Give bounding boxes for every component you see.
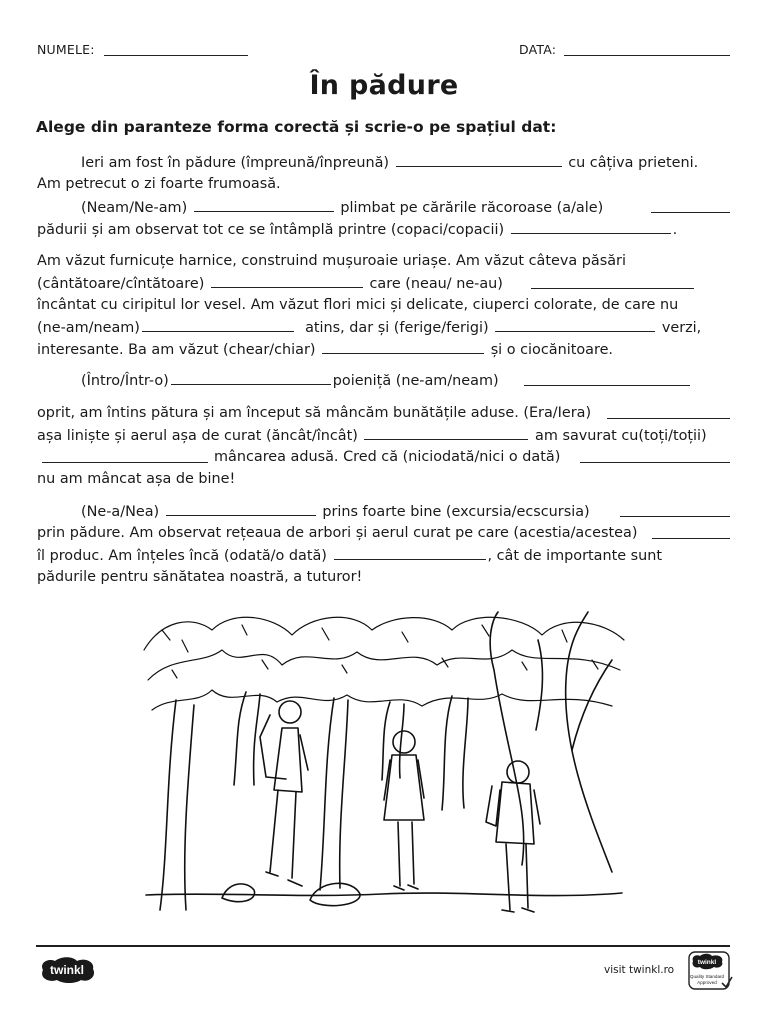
blank-3[interactable]: [651, 212, 730, 213]
tree-trunks: [160, 612, 612, 910]
badge-line-1: Quality Standard: [689, 974, 725, 979]
twinkl-logo[interactable]: [37, 956, 99, 984]
blank-12[interactable]: [607, 418, 730, 419]
blank-1[interactable]: [396, 151, 562, 167]
text-line-3: (Neam/Ne-am) plimbat pe cărările răcoroase (a/ale): [37, 196, 603, 218]
date-field-line[interactable]: [564, 55, 730, 56]
text-line-7: încântat cu ciripitul lor vesel. Am văzut flori mici și delicate, ciuperci colorate, de care nu: [37, 297, 679, 313]
blank-18[interactable]: [652, 538, 730, 539]
blank-6[interactable]: [531, 288, 694, 289]
badge-brand: twinkl: [697, 959, 717, 966]
text-line-15: (Ne-a/Nea) prins foarte bine (excursia/ecscursia): [37, 500, 590, 522]
text-line-14: nu am mâncat așa de bine!: [37, 471, 236, 487]
blank-8[interactable]: [495, 316, 655, 332]
text-line-4: pădurii și am observat tot ce se întâmplă printre (copaci/copacii) .: [37, 218, 677, 240]
quality-badge: [688, 951, 734, 991]
blank-5[interactable]: [211, 272, 363, 288]
text-line-18: pădurile pentru sănătatea noastră, a tuturor!: [37, 569, 363, 585]
blank-2[interactable]: [194, 196, 334, 212]
blank-16[interactable]: [166, 500, 316, 516]
text-line-8: (ne-am/neam) atins, dar și (ferige/ferigi) verzi,: [37, 316, 701, 338]
text-line-10: (Întro/Într-o) poieniță (ne-am/neam): [37, 369, 499, 391]
text-line-13: mâncarea adusă. Cred că (niciodată/nici o dată): [214, 449, 561, 465]
ground-line: [146, 893, 622, 896]
forest-illustration: [142, 610, 626, 918]
rock-left: [222, 884, 255, 902]
text-line-17: îl produc. Am înțeles încă (odată/o dată) , cât de importante sunt: [37, 544, 662, 566]
page-title: În pădure: [309, 70, 459, 101]
blank-13[interactable]: [364, 424, 528, 440]
hiker-right: [486, 761, 540, 912]
logo-text: twinkl: [49, 963, 85, 977]
blank-7[interactable]: [142, 316, 294, 332]
text-line-6: (cântătoare/cîntătoare) care (neau/ ne-au): [37, 272, 503, 294]
name-field-line[interactable]: [104, 55, 248, 56]
footer-rule: [36, 945, 730, 947]
blank-15[interactable]: [580, 462, 730, 463]
name-label: NUMELE:: [37, 42, 95, 57]
text-line-2: Am petrecut o zi foarte frumoasă.: [37, 176, 281, 192]
blank-4[interactable]: [511, 218, 671, 234]
text-line-12: așa liniște și aerul așa de curat (ăncât/încât) am savurat cu(toți/toții): [37, 424, 707, 446]
text-line-11: oprit, am întins pătura și am început să mâncăm bunătățile aduse. (Era/Iera): [37, 405, 592, 421]
tree-canopy: [144, 617, 624, 710]
instruction-text: Alege din paranteze forma corectă și scrie-o pe spațiul dat:: [36, 118, 557, 136]
hiker-child: [384, 731, 424, 890]
blank-9[interactable]: [322, 338, 484, 354]
blank-11[interactable]: [524, 385, 690, 386]
text-line-1: Ieri am fost în pădure (împreună/înpreună) cu câțiva prieteni.: [37, 151, 698, 173]
footer-url[interactable]: visit twinkl.ro: [604, 964, 675, 976]
date-label: DATA:: [519, 42, 557, 57]
text-line-5: Am văzut furnicuțe harnice, construind mușuroaie uriașe. Am văzut câteva păsări: [37, 253, 626, 269]
blank-19[interactable]: [334, 544, 486, 560]
blank-17[interactable]: [620, 516, 730, 517]
blank-10[interactable]: [171, 369, 331, 385]
text-line-16: prin pădure. Am observat rețeaua de arbori și aerul curat pe care (acestia/acestea): [37, 525, 638, 541]
hiker-left: [260, 701, 308, 886]
badge-line-2: Approved: [697, 980, 717, 985]
text-line-9: interesante. Ba am văzut (chear/chiar) și o ciocănitoare.: [37, 338, 613, 360]
